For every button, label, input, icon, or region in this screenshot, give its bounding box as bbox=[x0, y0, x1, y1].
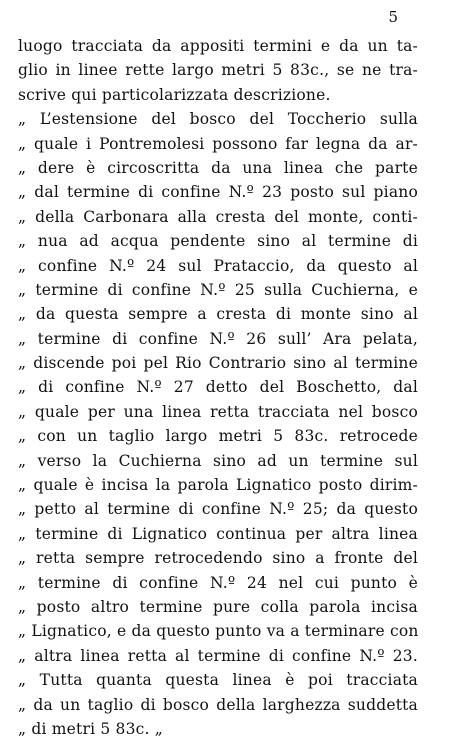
text-line: „ verso la Cuchierna sino ad un termine sul bbox=[18, 451, 418, 470]
text-line: luogo tracciata da appositi termini e da un ta- bbox=[18, 37, 418, 55]
text-line: „ quale per una linea retta tracciata nel bosco bbox=[18, 402, 418, 421]
text-line: „ quale i Pontremolesi possono far legna da ar- bbox=[18, 134, 418, 153]
text-line: „ altra linea retta al termine di confine N.º 23. bbox=[18, 646, 418, 665]
text-line: scrive qui particolarizzata descrizione. bbox=[18, 85, 331, 104]
text-line: „ di metri 5 83c. „ bbox=[18, 719, 164, 738]
text-line: „ della Carbonara alla cresta del monte, conti- bbox=[18, 207, 418, 226]
text-line: „ discende poi pel Rio Contrario sino al termine bbox=[18, 354, 418, 373]
text-line: „ dal termine di confine N.º 23 posto sul piano bbox=[18, 183, 418, 202]
text-line: „ petto al termine di confine N.º 25; da questo bbox=[18, 500, 418, 519]
text-line: „ retta sempre retrocedendo sino a fronte del bbox=[18, 549, 418, 568]
text-line: „ quale è incisa la parola Lignatico posto dirim- bbox=[18, 476, 418, 495]
text-line: „ termine di Lignatico continua per altra linea bbox=[18, 524, 418, 543]
text-line: glio in linee rette largo metri 5 83c., se ne tra- bbox=[18, 61, 418, 80]
text-line: „ L’estensione del bosco del Toccherio sulla bbox=[18, 110, 418, 129]
text-line: „ da questa sempre a cresta di monte sino al bbox=[18, 305, 418, 324]
text-line: „ termine di confine N.º 24 nel cui punto è bbox=[18, 573, 418, 592]
text-line: „ nua ad acqua pendente sino al termine di bbox=[18, 232, 418, 251]
text-line: „ da un taglio di bosco della larghezza suddetta bbox=[18, 695, 418, 714]
text-line: „ con un taglio largo metri 5 83c. retrocede bbox=[18, 427, 418, 446]
text-line: „ dere è circoscritta da una linea che parte bbox=[18, 158, 418, 177]
text-line: „ termine di confine N.º 26 sull’ Ara pelata, bbox=[18, 329, 418, 348]
text-line: „ Lignatico, e da questo punto va a terminare con bbox=[18, 622, 419, 641]
text-line: „ termine di confine N.º 25 sulla Cuchierna, e bbox=[18, 280, 418, 299]
text-line: „ confine N.º 24 sul Prataccio, da questo al bbox=[18, 256, 418, 275]
body-text bbox=[18, 34, 418, 741]
text-line: „ di confine N.º 27 detto del Boschetto, dal bbox=[18, 378, 418, 397]
page-number: 5 bbox=[388, 8, 398, 26]
text-line: „ posto altro termine pure colla parola incisa bbox=[18, 597, 418, 616]
text-line: „ Tutta quanta questa linea è poi tracciata bbox=[18, 671, 418, 690]
